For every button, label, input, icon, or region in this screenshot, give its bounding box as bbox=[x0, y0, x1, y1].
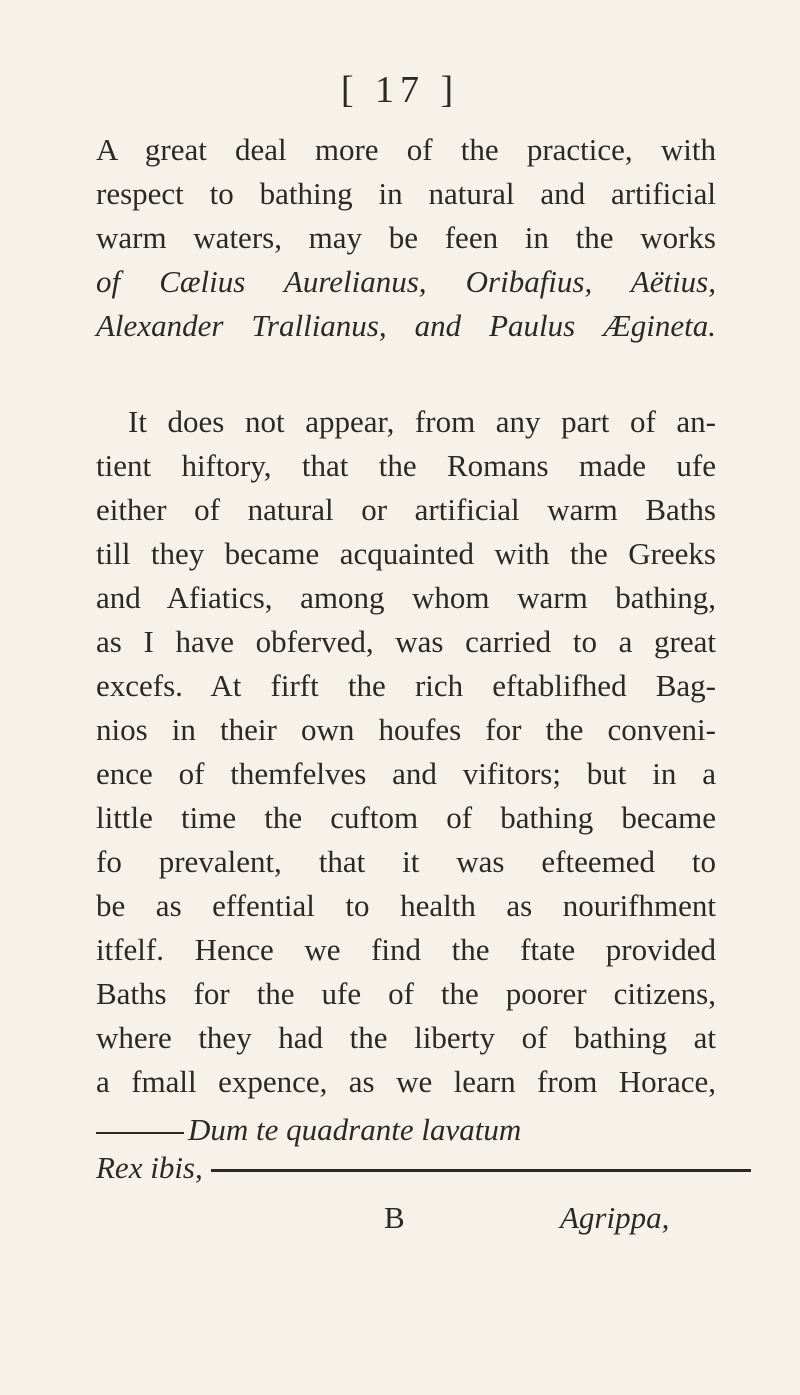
paragraph-line: as I have obferved, was carried to a great bbox=[96, 624, 716, 659]
quote-line bbox=[96, 1146, 751, 1190]
paragraph-line: till they became acquainted with the Greeks bbox=[96, 536, 716, 571]
quote-dash bbox=[96, 1132, 184, 1134]
paragraph-line: Alexander Trallianus, and Paulus Ægineta. bbox=[96, 308, 716, 343]
page-number: [ 17 ] bbox=[340, 69, 460, 111]
signature-mark: B bbox=[384, 1200, 405, 1235]
paragraph-line: nios in their own houfes for the conveni- bbox=[96, 712, 716, 747]
quote-rule bbox=[211, 1169, 751, 1172]
paragraph-line: tient hiftory, that the Romans made ufe bbox=[96, 448, 716, 483]
paragraph-line: a fmall expence, as we learn from Horace, bbox=[96, 1064, 716, 1099]
quote-text: Dum te quadrante lavatum bbox=[188, 1112, 522, 1147]
paragraph-line: A great deal more of the practice, with bbox=[96, 132, 716, 167]
paragraph-line: warm waters, may be feen in the works bbox=[96, 220, 716, 255]
paragraph-line: itfelf. Hence we find the ftate provided bbox=[96, 932, 716, 967]
catchword: Agrippa, bbox=[560, 1200, 670, 1235]
paragraph-line: of Cælius Aurelianus, Oribafius, Aëtius, bbox=[96, 264, 716, 299]
paragraph-line: fo prevalent, that it was efteemed to bbox=[96, 844, 716, 879]
paragraph-line: either of natural or artificial warm Baths bbox=[96, 492, 716, 527]
paragraph-line: Baths for the ufe of the poorer citizens, bbox=[96, 976, 716, 1011]
paragraph-line: respect to bathing in natural and artificial bbox=[96, 176, 716, 211]
paragraph-line: where they had the liberty of bathing at bbox=[96, 1020, 716, 1055]
paragraph-line: little time the cuftom of bathing became bbox=[96, 800, 716, 835]
paragraph-line: It does not appear, from any part of an- bbox=[128, 404, 716, 439]
paragraph-line: ence of themfelves and vifitors; but in a bbox=[96, 756, 716, 791]
paragraph-line: and Afiatics, among whom warm bathing, bbox=[96, 580, 716, 615]
paragraph-line: excefs. At firft the rich eftablifhed Bag- bbox=[96, 668, 716, 703]
quote-text: Rex ibis, bbox=[96, 1150, 203, 1185]
paragraph-line: be as effential to health as nourifhment bbox=[96, 888, 716, 923]
